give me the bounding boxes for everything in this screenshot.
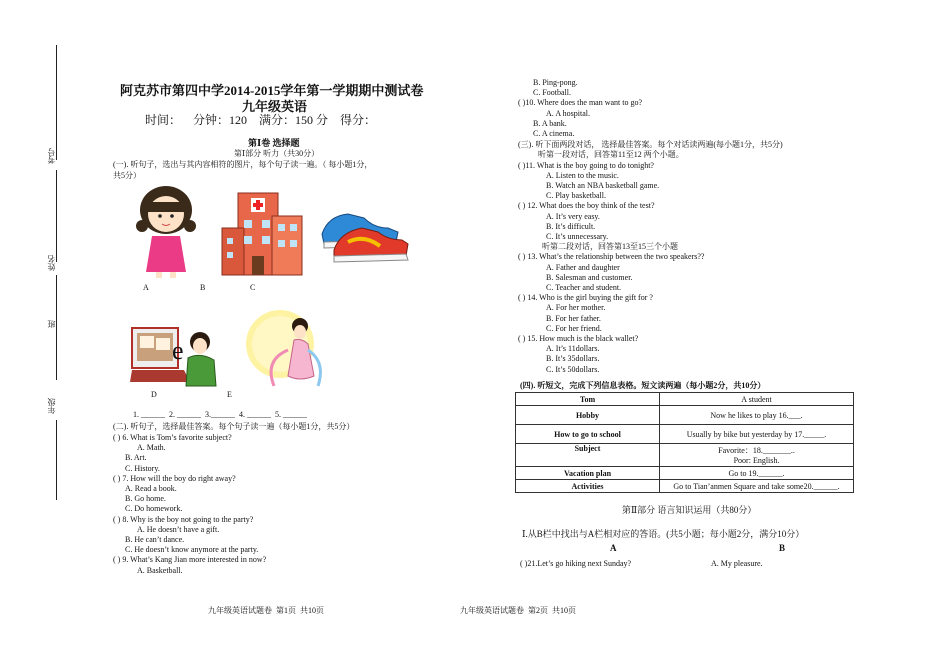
q7-option: B. Go home. [125,494,166,504]
q4-instructions: (四). 听短文，完成下列信息表格。短文读两遍（每小题2分，共10分） [520,381,766,390]
q10: ( )10. Where does the man want to go? [518,98,643,108]
q11-option: C. Play basketball. [546,191,606,201]
q12-option: C. It’s unnecessary. [546,232,609,242]
q8: ( ) 8. Why is the boy not going to the party? [113,514,254,524]
q11-option: A. Listen to the music. [546,170,619,180]
volume-heading: 第Ⅰ卷 选择题 [248,138,300,148]
part2-instructions: Ⅰ.从B栏中找出与A栏相对应的答语。(共5小题；每小题2分，满分10分） [522,529,805,539]
q13-option: A. Father and daughter [546,262,620,272]
footer-right: 九年级英语试题卷 第2页 共10页 [460,606,576,615]
table-value: Usually by bike but yesterday by 17._____. [660,425,854,444]
q7-option: A. Read a book. [125,484,177,494]
q8-option: A. He doesn’t have a gift. [137,524,220,534]
exam-subtitle: 九年级英语 [242,99,308,114]
q13-option: B. Salesman and customer. [546,272,633,282]
table-row [516,480,854,493]
answer-blanks-1-5: 1. ______ 2. ______ 3.______ 4. ______ 5. ______ [133,410,307,419]
q15-option: C. It’s 50dollars. [546,364,600,374]
table-key: Hobby [516,406,660,425]
picture-c-sneakers [318,198,410,268]
table-value: Go to 19.______. [660,467,854,480]
q21: ( )21.Let’s go hiking next Sunday? [520,559,632,568]
part2-heading: 第Ⅱ部分 语言知识运用（共80分） [622,505,757,515]
q13-option: C. Teacher and student. [546,283,622,293]
table-key: How to go to school [516,425,660,444]
picture-e-moon-fairy [244,304,326,392]
table-row [516,444,854,467]
table-key: Tom [516,393,660,406]
q1-instructions-2: 共5分） [113,171,141,180]
q14-option: B. For her father. [546,313,601,323]
pic-label-b: B [200,283,206,292]
table-value: Now he likes to play 16.___. [660,406,854,425]
exam-title: 阿克苏市第四中学2014-2015学年第一学期期中测试卷 [120,83,424,98]
q9-option: A. Basketball. [137,565,183,575]
q11-option: B. Watch an NBA basketball game. [546,181,660,191]
q9-option: B. Ping-pong. [533,78,578,87]
q10-option: C. A cinema. [533,129,575,139]
dialog1-note: 听第一段对话，回答第11至12 两个小题。 [538,150,684,160]
listening-section-heading: 第Ⅰ部分 听力（共30分） [234,149,320,158]
overlay-letter-e: e [172,336,184,365]
q9-option: C. Football. [533,88,572,98]
right-top [518,78,783,375]
margin-label-exam-no: 考号 [47,148,56,164]
table-row [516,393,854,406]
q12-option: A. It’s very easy. [546,211,600,221]
table-value: A student [660,393,854,406]
q10-option: B. A bank. [533,118,567,128]
exam-meta: 时间： 分钟：120 满分：150 分 得分： [145,113,377,127]
table-key: Activities [516,480,660,493]
q6-option: A. Math. [137,443,166,453]
binding-line-1 [56,45,57,160]
margin-label-name: 姓名 [47,255,56,271]
footer-left: 九年级英语试题卷 第1页 共10页 [208,606,324,615]
q15: ( ) 15. How much is the black wallet? [518,334,639,344]
q8-option: B. He can’t dance. [125,535,185,545]
q7: ( ) 7. How will the boy do right away? [113,473,236,483]
q2-instructions: (二). 听句子，选择最佳答案。每个句子读一遍（每小题1分，共5分） [113,422,355,431]
table-row [516,406,854,425]
q13: ( ) 13. What’s the relationship between the two speakers?? [518,252,705,262]
table-key: Vacation plan [516,467,660,480]
column-a-heading: A [610,543,617,553]
q14-option: C. For her friend. [546,323,602,333]
q12: ( ) 12. What does the boy think of the test? [518,201,655,211]
pic-label-a: A [143,283,149,292]
picture-a-girl [132,180,200,280]
table-key: Subject [516,444,660,467]
binding-line-4 [56,420,57,500]
table-value: Go to Tian’anmen Square and take some20.______. [660,480,854,493]
table-row [516,467,854,480]
q6-option: B. Art. [125,453,147,463]
q10-option: A. A hospital. [546,108,591,118]
q12-option: B. It’s difficult. [546,221,596,231]
poor-subject: Poor: English. [733,456,780,465]
favorite-subject: Favorite：18._______.. [718,446,795,455]
q7-option: C. Do homework. [125,504,183,514]
q3-instructions: (三). 听下面两段对话， 选择最佳答案。每个对话读两遍(每小题1分，共5分) [518,140,783,150]
binding-line-2 [56,170,57,262]
q9: ( ) 9. What’s Kang Jian more interested in now? [113,555,267,565]
q1-instructions-1: (一). 听句子，选出与其内容相符的图片，每个句子读一遍。（ 每小题1分， [113,160,373,169]
left-questions [113,433,266,576]
info-table [515,392,854,493]
pic-label-d: D [151,390,157,399]
table-value [660,444,854,467]
q8-option: C. He doesn’t know anymore at the party. [125,545,259,555]
q6-option: C. History. [125,463,160,473]
q14-option: A. For her mother. [546,303,606,313]
q11: ( )11. What is the boy going to do tonight? [518,160,654,170]
a21: A. My pleasure. [711,559,763,568]
margin-label-grade: 年级 [47,398,56,414]
dialog2-note: 听第二段对话，回答第13至15三个小题 [542,242,678,252]
column-b-heading: B [779,543,786,553]
q15-option: B. It’s 35dollars. [546,354,600,364]
picture-b-hospital [218,188,308,280]
q6: ( ) 6. What is Tom’s favorite subject? [113,433,232,442]
pic-label-c: C [250,283,256,292]
table-row [516,425,854,444]
margin-label-class: 班 [47,320,56,328]
pic-label-e: E [227,390,232,399]
q15-option: A. It’s 11dollars. [546,344,600,354]
q14: ( ) 14. Who is the girl buying the gift for ? [518,293,653,303]
